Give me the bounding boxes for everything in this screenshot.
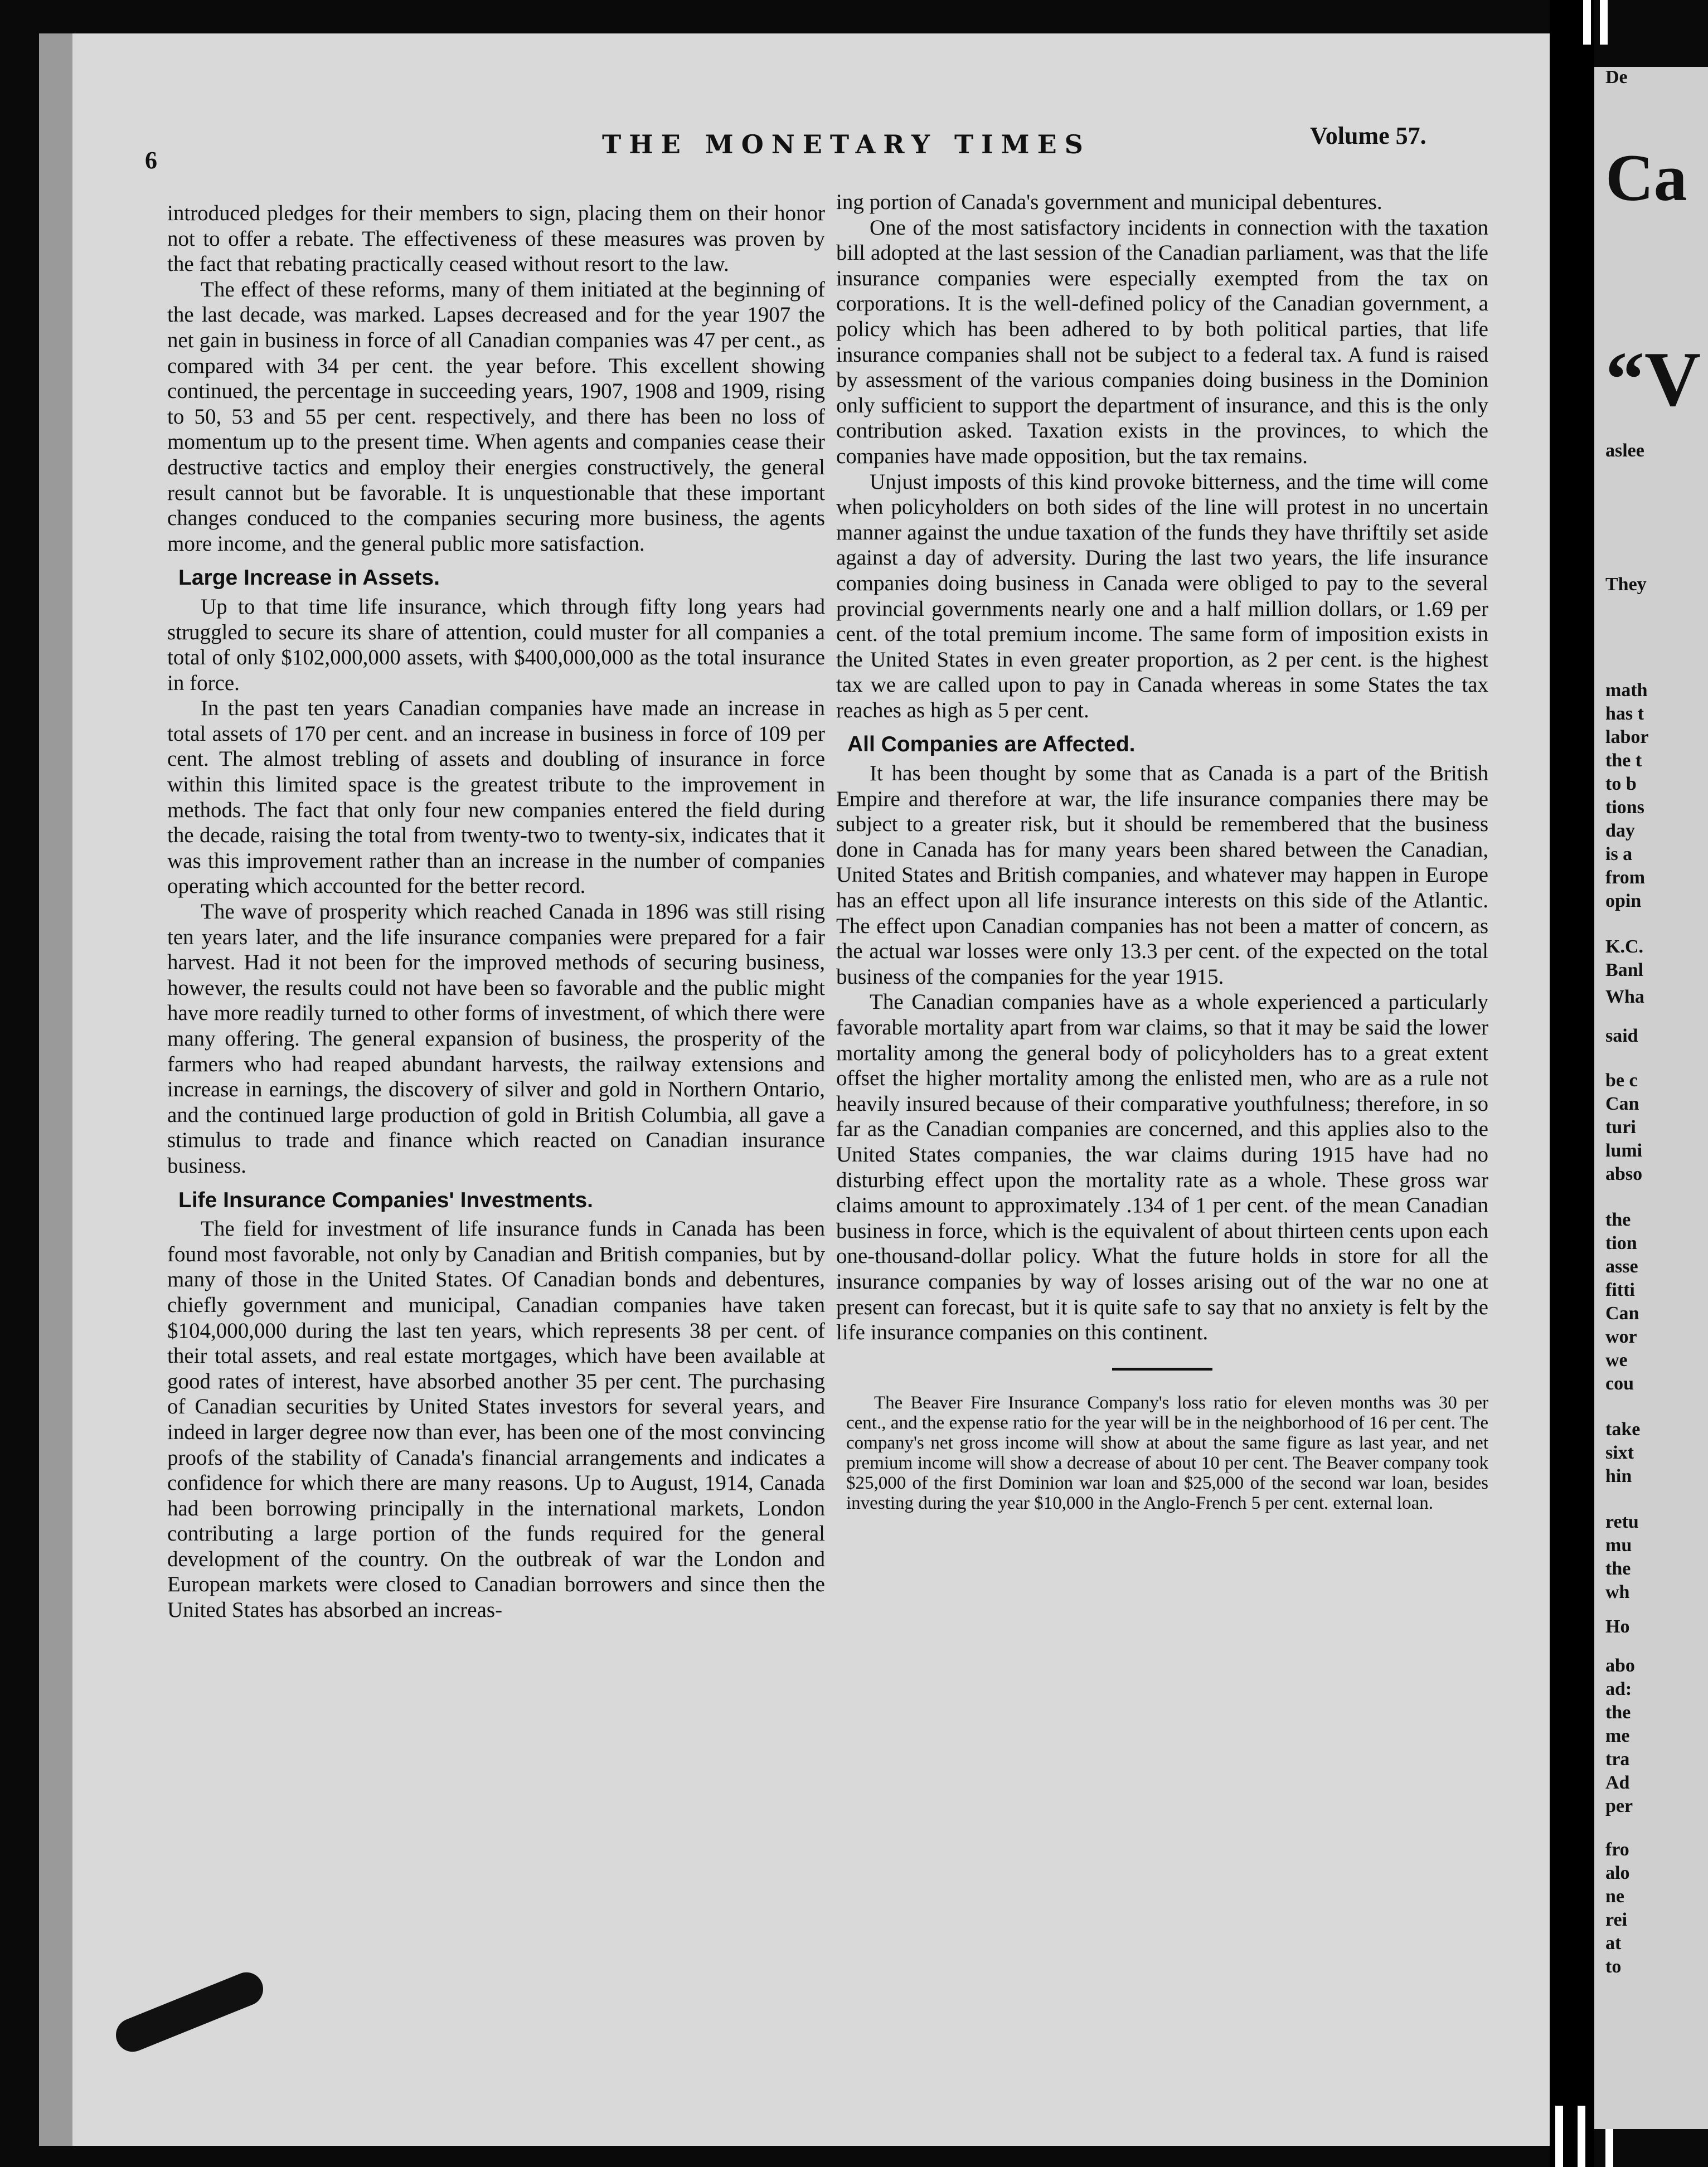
adjacent-page-text: Ca bbox=[1605, 140, 1687, 215]
adjacent-page-text: the bbox=[1605, 1209, 1631, 1230]
adjacent-page-text: cou bbox=[1605, 1373, 1634, 1394]
left-column bbox=[167, 201, 825, 1623]
adjacent-page-text: rei bbox=[1605, 1910, 1628, 1930]
paragraph: One of the most satisfactory incidents in connection with the taxation bill adopted at the last session of the Canadian parliament, was that the life insurance companies were especially exempted from the tax on corporations. It is the well-defined policy of the Canadian government, a policy which has been adhered to by both political parties, that life insurance companies shall not be subject to a federal tax. A fund is raised by assessment of the various companies doing business in the Dominion only sufficient to support the department of insurance, and this is the only contribution asked. Taxation exists in the provinces, to which the companies have made opposition, but the tax remains. bbox=[836, 215, 1488, 468]
adjacent-page-text: They bbox=[1605, 574, 1647, 595]
adjacent-page-text: is a bbox=[1605, 844, 1633, 864]
adjacent-page-text: lumi bbox=[1605, 1140, 1643, 1161]
adjacent-page-text: the t bbox=[1605, 750, 1642, 771]
paragraph: The Beaver Fire Insurance Company's loss ratio for eleven months was 30 per cent., and the expense ratio for the year will be in the neighborhood of 16 per cent. The company's net gross income will show at about the same figure as last year, and net premium income will show a decrease of about 10 per cent. The Beaver company took $25,000 of the first Dominion war loan and $25,000 of the second war loan, besides investing during the year $10,000 in the Anglo-French 5 per cent. external loan. bbox=[846, 1392, 1488, 1513]
scan-edge-mark bbox=[1600, 0, 1608, 45]
book-gutter bbox=[1550, 0, 1594, 2167]
page-number: 6 bbox=[145, 147, 157, 174]
adjacent-page-text: has t bbox=[1605, 703, 1644, 724]
news-note bbox=[836, 1393, 1488, 1513]
adjacent-page-text: mu bbox=[1605, 1535, 1632, 1556]
adjacent-page-text: tion bbox=[1605, 1233, 1637, 1253]
adjacent-page-text: we bbox=[1605, 1350, 1628, 1371]
volume-label: Volume 57. bbox=[1310, 122, 1426, 149]
adjacent-page-text: tra bbox=[1605, 1749, 1630, 1770]
adjacent-page-text: alo bbox=[1605, 1863, 1630, 1883]
divider-rule bbox=[1112, 1368, 1212, 1371]
paragraph: ing portion of Canada's government and municipal debentures. bbox=[836, 190, 1382, 214]
adjacent-page-text: abo bbox=[1605, 1655, 1635, 1676]
adjacent-page-text: Wha bbox=[1605, 987, 1644, 1007]
adjacent-page-text: Ho bbox=[1605, 1616, 1630, 1637]
adjacent-page-text: the bbox=[1605, 1702, 1631, 1723]
adjacent-page-text: wh bbox=[1605, 1582, 1630, 1602]
adjacent-page-text: said bbox=[1605, 1026, 1638, 1046]
right-column bbox=[836, 190, 1488, 1513]
adjacent-page-text: De bbox=[1605, 67, 1628, 88]
paragraph: The field for investment of life insurance funds in Canada has been found most favorable, not only by Canadian and British companies, but by many of those in the United States. Of Canadian bonds and debentures, chiefly government and municipal, Canadian companies have taken $104,000,000 during the last ten years, which represents 38 per cent. of their total assets, and real estate mortgages, which have been available at good rates of interest, have absorbed another 35 per cent. The purchasing of Canadian securities by United States investors for several years, and indeed in larger degree now than ever, has been one of the most convincing proofs of the stability of Canada's financial arrangements and indicates a confidence for which there are many reasons. Up to August, 1914, Canada had been borrowing principally in the international markets, London contributing a large portion of the funds required for the general development of the country. On the outbreak of war the London and European markets were closed to Canadian borrowers and since then the United States has absorbed an increas- bbox=[167, 1217, 825, 1622]
adjacent-page-text: tions bbox=[1605, 797, 1644, 818]
adjacent-page-text: ne bbox=[1605, 1886, 1624, 1907]
adjacent-page-text: Can bbox=[1605, 1094, 1639, 1114]
adjacent-page-text: the bbox=[1605, 1558, 1631, 1579]
adjacent-page-text: fitti bbox=[1605, 1280, 1635, 1300]
section-heading: Large Increase in Assets. bbox=[178, 566, 440, 590]
adjacent-page-text: labor bbox=[1605, 727, 1649, 747]
paragraph: Up to that time life insurance, which through fifty long years had struggled to secure its share of attention, could muster for all companies a total of only $102,000,000 assets, with $400,000,000 as the total insurance in force. bbox=[167, 594, 825, 695]
adjacent-page-text: math bbox=[1605, 680, 1648, 701]
adjacent-page-text: Banl bbox=[1605, 960, 1644, 980]
adjacent-page-text: fro bbox=[1605, 1839, 1629, 1860]
adjacent-page-text: be c bbox=[1605, 1070, 1638, 1091]
paragraph: In the past ten years Canadian companies have made an increase in total assets of 170 per cent. and an increase in business in force of 109 per cent. The almost trebling of assets and doubling of insurance in force within this limited space is the greatest tribute to the improvement in methods. The fact that only four new companies entered the field during the decade, raising the total from twenty-two to twenty-six, indicates that it was this improvement rather than an increase in the number of companies operating which accounted for the better record. bbox=[167, 696, 825, 898]
adjacent-page-text: “V bbox=[1605, 336, 1701, 422]
adjacent-page-text: Can bbox=[1605, 1303, 1639, 1324]
adjacent-page-text: opin bbox=[1605, 891, 1642, 911]
adjacent-page-text: ad: bbox=[1605, 1679, 1632, 1699]
paragraph: Unjust imposts of this kind provoke bitterness, and the time will come when policyholders on both sides of the line will protest in no uncertain manner against the undue taxation of the funds they have thriftily set aside against a day of adversity. During the last two years, the life insurance companies doing business in Canada were obliged to pay to the several provincial governments nearly one and a half million dollars, or 1.69 per cent. of the total premium income. The same form of imposition exists in the United States in even greater proportion, as 2 per cent. is the highest tax we are called upon to pay in Canada whereas in some States the tax reaches as high as 5 per cent. bbox=[836, 469, 1488, 722]
adjacent-page-text: hin bbox=[1605, 1466, 1632, 1486]
adjacent-page-text: sixt bbox=[1605, 1442, 1634, 1463]
section-heading: Life Insurance Companies' Investments. bbox=[178, 1188, 593, 1212]
paragraph: It has been thought by some that as Canada is a part of the British Empire and therefore at war, the life insurance companies there may be subject to a greater risk, but it should be remembered that the business done in Canada has for many years been shared between the Canadian, United States and British companies, and whatever may happen in Europe has an effect upon all life insurance interests on this side of the Atlantic. The effect upon Canadian companies has not been a matter of concern, as the actual war losses were only 13.3 per cent. of the expected on the total business of the companies for the year 1915. bbox=[836, 761, 1488, 989]
adjacent-page-text: at bbox=[1605, 1933, 1622, 1954]
scan-edge-mark bbox=[1555, 2106, 1563, 2167]
adjacent-page-text: wor bbox=[1605, 1327, 1637, 1347]
adjacent-page-text: to b bbox=[1605, 774, 1637, 794]
adjacent-page-text: aslee bbox=[1605, 440, 1644, 461]
scan-edge-mark bbox=[1583, 0, 1591, 45]
adjacent-page-fragment bbox=[1594, 67, 1708, 2129]
section-heading: All Companies are Affected. bbox=[847, 732, 1136, 757]
adjacent-page-text: asse bbox=[1605, 1256, 1638, 1277]
paragraph: The Canadian companies have as a whole experienced a particularly favorable mortality apart from war claims, so that it may be said the lower mortality among the general body of policyholders has to a great extent offset the higher mortality among the enlisted men, who are as a rule not heavily insured because of their comparative youthfulness; therefore, in so far as the Canadian companies are concerned, and this applies also to the United States companies, the war claims during 1915 have had no disturbing effect upon the mortality rate as a whole. These gross war claims amount to approximately .134 of 1 per cent. of the mean Canadian business in force, which is the equivalent of about thirteen cents upon each one-thousand-dollar policy. What the future holds in store for all the insurance companies by way of losses arising out of the war no one at present can forecast, but it is quite safe to say that no anxiety is felt by the life insurance companies on this continent. bbox=[836, 990, 1488, 1345]
adjacent-page-text: me bbox=[1605, 1726, 1630, 1746]
adjacent-page-text: from bbox=[1605, 867, 1646, 888]
adjacent-page-text: to bbox=[1605, 1956, 1622, 1977]
scan-edge-mark bbox=[1578, 2106, 1585, 2167]
adjacent-page-text: retu bbox=[1605, 1512, 1639, 1532]
adjacent-page-text: take bbox=[1605, 1419, 1641, 1440]
adjacent-page-text: per bbox=[1605, 1796, 1633, 1816]
paragraph: introduced pledges for their members to sign, placing them on their honor not to offer a rebate. The effectiveness of these measures was proven by the fact that rebating practically ceased without resort to the law. bbox=[167, 201, 825, 276]
adjacent-page-text: Ad bbox=[1605, 1772, 1630, 1793]
adjacent-page-text: K.C. bbox=[1605, 936, 1643, 957]
adjacent-page-text: turi bbox=[1605, 1117, 1636, 1138]
adjacent-page-text: day bbox=[1605, 820, 1635, 841]
paragraph: The wave of prosperity which reached Canada in 1896 was still rising ten years later, and the life insurance companies were prepared for a fair harvest. Had it not been for the improved methods of securing business, however, the results could not have been so favorable and the public might have more readily turned to other forms of investment, of which there were many offering. The general expansion of business, the prosperity of the farmers who had reaped abundant harvests, the railway extensions and increase in earnings, the discovery of silver and gold in Northern Ontario, and the continued large production of gold in British Columbia, all gave a stimulus to trade and finance which reacted on Canadian insurance business. bbox=[167, 900, 825, 1178]
adjacent-page-text: abso bbox=[1605, 1164, 1643, 1184]
journal-title: THE MONETARY TIMES bbox=[602, 129, 1091, 159]
paragraph: The effect of these reforms, many of them initiated at the beginning of the last decade, was marked. Lapses decreased and for the year 1907 the net gain in business in force of all Canadian companies was 47 per cent., as compared with 34 per cent. the year before. This excellent showing continued, the percentage in succeeding years, 1907, 1908 and 1909, rising to 50, 53 and 55 per cent. respectively, and there has been no loss of momentum up to the present time. When agents and companies cease their destructive tactics and employ their energies constructively, the general result cannot but be favorable. It is unquestionable that these important changes conduced to the companies securing more business, the agents more income, and the general public more satisfaction. bbox=[167, 277, 825, 556]
